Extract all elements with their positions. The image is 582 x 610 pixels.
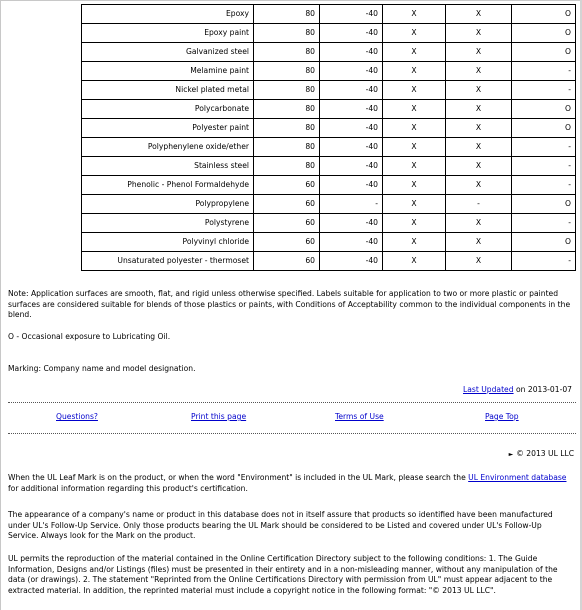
table-row <box>82 252 576 271</box>
material-cell: Polycarbonate <box>82 100 254 119</box>
value-cell: 80 <box>254 62 320 81</box>
value-cell: - <box>512 157 576 176</box>
value-cell: -40 <box>320 233 383 252</box>
value-cell: O <box>512 43 576 62</box>
window-left-border <box>0 0 1 610</box>
material-cell: Epoxy <box>82 5 254 24</box>
value-cell: X <box>383 252 446 271</box>
value-cell: X <box>383 195 446 214</box>
environment-notice-text-end: for additional information regarding this product's certification. <box>8 483 248 493</box>
marking-note: Marking: Company name and model designation. <box>8 364 196 373</box>
last-updated <box>463 385 572 396</box>
oil-exposure-legend: O - Occasional exposure to Lubricating Oil. <box>8 332 171 341</box>
value-cell: 80 <box>254 100 320 119</box>
window-top-border <box>0 0 582 1</box>
table-row <box>82 24 576 43</box>
value-cell: O <box>512 233 576 252</box>
value-cell: X <box>383 62 446 81</box>
copyright-text: © 2013 UL LLC <box>516 449 574 458</box>
application-note: Note: Application surfaces are smooth, flat, and rigid unless otherwise specified. Labels suitable for application to two or more plastic or painted surfaces are considered suitable for blends of those plastics or paints, with Conditions of Acceptability common to the individual components in the blend. <box>8 289 571 319</box>
table-row <box>82 5 576 24</box>
value-cell: 60 <box>254 176 320 195</box>
value-cell: X <box>446 157 512 176</box>
value-cell: -40 <box>320 157 383 176</box>
value-cell: 80 <box>254 119 320 138</box>
value-cell: X <box>383 176 446 195</box>
value-cell: X <box>383 43 446 62</box>
value-cell: - <box>512 252 576 271</box>
value-cell: -40 <box>320 138 383 157</box>
value-cell: -40 <box>320 43 383 62</box>
environment-notice <box>8 473 574 494</box>
materials-table-body <box>82 5 576 271</box>
value-cell: - <box>320 195 383 214</box>
value-cell: X <box>446 176 512 195</box>
material-cell: Polyvinyl chloride <box>82 233 254 252</box>
reproduction-permission: UL permits the reproduction of the material contained in the Online Certification Directory subject to the following conditions: 1. The Guide Information, Designs and/or Listings (files) must be presented in their entirety and in a non-misleading manner, without any manipulation of the data (or drawings). 2. The statement "Reprinted from the Online Certifications Directory with permission from UL" must appear adjacent to the extracted material. In addition, the reprinted material must include a copyright notice in the following format: "© 2013 UL LLC". <box>8 554 558 595</box>
material-cell: Galvanized steel <box>82 43 254 62</box>
value-cell: X <box>446 119 512 138</box>
material-cell: Polyester paint <box>82 119 254 138</box>
value-cell: X <box>383 5 446 24</box>
value-cell: -40 <box>320 5 383 24</box>
material-cell: Nickel plated metal <box>82 81 254 100</box>
value-cell: -40 <box>320 100 383 119</box>
print-page-link[interactable]: Print this page <box>191 412 247 421</box>
material-cell: Epoxy paint <box>82 24 254 43</box>
value-cell: O <box>512 24 576 43</box>
value-cell: O <box>512 119 576 138</box>
footer-links <box>8 412 576 424</box>
value-cell: X <box>383 24 446 43</box>
value-cell: X <box>446 5 512 24</box>
value-cell: 60 <box>254 195 320 214</box>
copyright <box>509 449 574 461</box>
value-cell: X <box>446 43 512 62</box>
value-cell: -40 <box>320 119 383 138</box>
value-cell: -40 <box>320 62 383 81</box>
value-cell: - <box>446 195 512 214</box>
value-cell: X <box>446 62 512 81</box>
value-cell: -40 <box>320 252 383 271</box>
table-row <box>82 81 576 100</box>
divider-top <box>8 402 576 403</box>
page-top-link[interactable]: Page Top <box>485 412 519 421</box>
value-cell: X <box>383 157 446 176</box>
value-cell: X <box>446 252 512 271</box>
value-cell: 80 <box>254 5 320 24</box>
value-cell: -40 <box>320 24 383 43</box>
table-row <box>82 195 576 214</box>
value-cell: 60 <box>254 252 320 271</box>
value-cell: - <box>512 214 576 233</box>
environment-notice-text: When the UL Leaf Mark is on the product, or when the word "Environment" is included in the UL Mark, please search the <box>8 473 466 482</box>
material-cell: Polypropylene <box>82 195 254 214</box>
value-cell: X <box>446 100 512 119</box>
value-cell: X <box>446 138 512 157</box>
value-cell: X <box>383 81 446 100</box>
value-cell: 60 <box>254 214 320 233</box>
material-cell: Melamine paint <box>82 62 254 81</box>
table-row <box>82 157 576 176</box>
divider-bottom <box>8 433 576 434</box>
value-cell: 80 <box>254 24 320 43</box>
last-updated-date: on 2013-01-07 <box>515 385 572 394</box>
table-row <box>82 138 576 157</box>
value-cell: -40 <box>320 176 383 195</box>
material-cell: Unsaturated polyester - thermoset <box>82 252 254 271</box>
value-cell: O <box>512 5 576 24</box>
material-cell: Phenolic - Phenol Formaldehyde <box>82 176 254 195</box>
table-row <box>82 100 576 119</box>
table-row <box>82 43 576 62</box>
last-updated-link[interactable]: Last Updated <box>463 385 514 394</box>
value-cell: 80 <box>254 138 320 157</box>
material-cell: Polystyrene <box>82 214 254 233</box>
materials-table <box>81 4 576 271</box>
value-cell: 80 <box>254 81 320 100</box>
value-cell: -40 <box>320 214 383 233</box>
value-cell: O <box>512 195 576 214</box>
material-cell: Polyphenylene oxide/ether <box>82 138 254 157</box>
appearance-disclaimer: The appearance of a company's name or product in this database does not in itself assure that products so identified have been manufactured under UL's Follow-Up Service. Only those products bearing the UL Mark should be considered to be Listed and covered under UL's Follow-Up Service. Always look for the Mark on the product. <box>8 510 553 540</box>
table-row <box>82 176 576 195</box>
value-cell: - <box>512 176 576 195</box>
value-cell: X <box>446 24 512 43</box>
value-cell: X <box>383 233 446 252</box>
value-cell: 60 <box>254 233 320 252</box>
value-cell: - <box>512 81 576 100</box>
ul-environment-database-link[interactable]: UL Environment database <box>468 473 567 482</box>
value-cell: X <box>446 81 512 100</box>
triangle-icon: ► <box>508 451 514 458</box>
value-cell: - <box>512 138 576 157</box>
value-cell: - <box>512 62 576 81</box>
value-cell: X <box>446 233 512 252</box>
table-row <box>82 62 576 81</box>
value-cell: 80 <box>254 157 320 176</box>
table-row <box>82 214 576 233</box>
value-cell: -40 <box>320 81 383 100</box>
value-cell: X <box>383 119 446 138</box>
table-row <box>82 233 576 252</box>
value-cell: X <box>383 100 446 119</box>
value-cell: 80 <box>254 43 320 62</box>
value-cell: X <box>446 214 512 233</box>
value-cell: X <box>383 138 446 157</box>
questions-link[interactable]: Questions? <box>56 412 98 421</box>
value-cell: O <box>512 100 576 119</box>
material-cell: Stainless steel <box>82 157 254 176</box>
value-cell: X <box>383 214 446 233</box>
table-row <box>82 119 576 138</box>
terms-of-use-link[interactable]: Terms of Use <box>335 412 384 421</box>
